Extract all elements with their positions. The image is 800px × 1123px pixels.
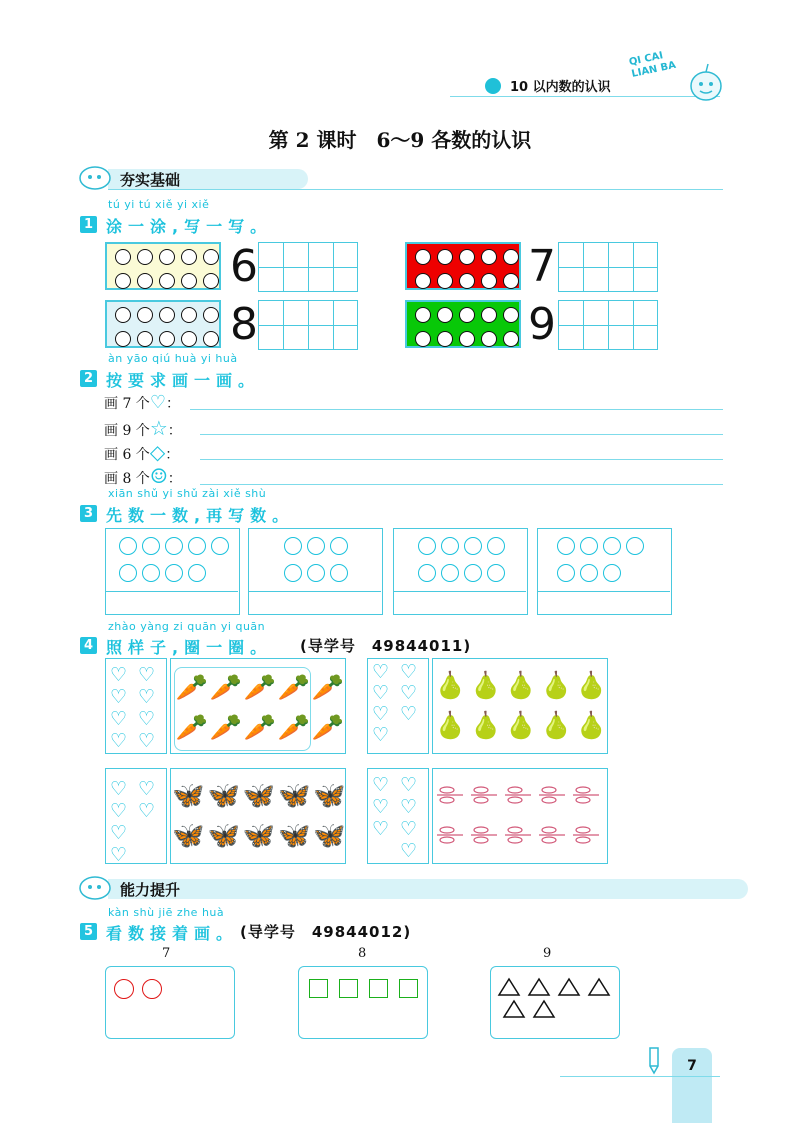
circle-row [284, 537, 348, 559]
q2-row-label: 画 6 个 [104, 447, 150, 463]
smiley-icon: ☺ [149, 464, 168, 488]
carrot-icon: 🥕 [311, 673, 345, 703]
q4-title: 照样子,圈一圈。 [106, 638, 273, 657]
pear-icon: 🍐 [504, 671, 538, 701]
butterfly-icon: 🦋 [172, 781, 205, 811]
q1-item-7 [405, 242, 521, 290]
butterfly-row [171, 821, 347, 851]
drawing-line[interactable] [200, 484, 723, 485]
star-outline-icon: ☆ [149, 416, 168, 440]
drawing-box[interactable] [490, 966, 620, 1039]
heart-grid [372, 663, 422, 745]
dragonfly-rows [433, 769, 609, 865]
pear-icon: 🍐 [504, 711, 538, 741]
square-icon [339, 979, 358, 998]
heart-icon: ♡ [400, 774, 418, 796]
q2-row-label: 画 9 个 [104, 423, 150, 439]
butterfly-icon: 🦋 [207, 821, 240, 851]
q2-row: 画 6 个◇： [104, 440, 180, 464]
q5-number: 5 [80, 923, 97, 940]
q5-pinyin: kàn shù jiē zhe huà [108, 906, 225, 919]
heart-icon: ♡ [372, 796, 390, 818]
dragonfly-icon [573, 827, 599, 843]
heart-icon: ♡ [400, 796, 418, 818]
heart-panel [105, 658, 167, 754]
drawing-box[interactable] [298, 966, 428, 1039]
pear-icon: 🍐 [575, 711, 608, 741]
section-title-advanced: 能力提升 [120, 881, 181, 899]
q1-item-9 [405, 300, 521, 348]
heart-icon: ♡ [138, 800, 156, 822]
diamond-outline-icon: ◇ [149, 440, 166, 464]
dot-board[interactable] [105, 242, 221, 290]
count-box [537, 528, 672, 615]
page-number: 7 [687, 1058, 697, 1074]
heart-icon: ♡ [110, 730, 128, 752]
carrot-icon: 🥕 [209, 713, 243, 743]
pear-icon: 🍐 [539, 711, 573, 741]
heart-icon: ♡ [110, 800, 128, 822]
circle-row [418, 564, 505, 586]
section-banner-advanced [78, 875, 723, 901]
count-box [393, 528, 528, 615]
q4-ref: (导学号 49844011) [300, 637, 472, 655]
count-box [248, 528, 383, 615]
carrot-icon: 🥕 [243, 673, 277, 703]
heart-icon: ♡ [138, 686, 156, 708]
dragonfly-icon [471, 787, 497, 803]
dragonfly-icon [437, 787, 463, 803]
heart-icon: ♡ [372, 818, 390, 840]
answer-field[interactable] [538, 591, 670, 592]
drawing-line[interactable] [190, 409, 723, 410]
carrot-icon: 🥕 [277, 713, 311, 743]
heart-icon: ♡ [110, 708, 128, 730]
picture-panel[interactable] [170, 658, 346, 754]
drawing-line[interactable] [200, 459, 723, 460]
carrot-icon: 🥕 [243, 713, 277, 743]
heart-icon: ♡ [372, 682, 390, 704]
picture-panel[interactable] [170, 768, 346, 864]
q1-title: 涂一涂,写一写。 [106, 217, 273, 236]
heart-icon: ♡ [138, 708, 156, 730]
pear-row [433, 711, 609, 741]
heart-grid [110, 665, 160, 751]
pencil-icon [644, 1046, 670, 1076]
digit-7: 7 [528, 241, 556, 292]
heart-grid [110, 779, 160, 865]
triangle-group [497, 975, 617, 1025]
dot-board[interactable] [405, 242, 521, 290]
circle-icon [142, 979, 162, 999]
pear-row [433, 671, 609, 701]
heart-icon: ♡ [372, 703, 390, 725]
heart-icon: ♡ [400, 703, 418, 725]
section-banner-bg [108, 879, 748, 899]
target-count: 7 [162, 946, 171, 961]
writing-grid[interactable] [558, 242, 658, 292]
heart-grid [372, 775, 422, 861]
heart-outline-icon: ♡ [149, 392, 166, 413]
square-icon [309, 979, 328, 998]
q2-row-label: 画 8 个 [104, 471, 150, 487]
pear-icon: 🍐 [434, 711, 467, 741]
dragonfly-icon [539, 827, 565, 843]
heart-icon: ♡ [138, 730, 156, 752]
section-title-basic: 夯实基础 [120, 171, 181, 189]
circle-row [418, 537, 505, 559]
q1-item-8 [105, 300, 221, 348]
heart-icon: ♡ [400, 661, 418, 683]
triangle-icon [499, 979, 519, 995]
digit-8: 8 [230, 299, 258, 350]
q2-row: 画 7 个♡： [104, 392, 180, 413]
q1-number: 1 [80, 216, 97, 233]
butterfly-icon: 🦋 [313, 821, 346, 851]
circle-row [119, 537, 229, 559]
logo-fruit-icon [688, 62, 724, 102]
heart-icon: ♡ [138, 664, 156, 686]
q2-pinyin: àn yāo qiú huà yi huà [108, 352, 238, 365]
writing-grid[interactable] [258, 242, 358, 292]
butterfly-icon: 🦋 [277, 821, 311, 851]
carrot-icon: 🥕 [175, 713, 209, 743]
triangle-icon [589, 979, 609, 995]
digit-9: 9 [528, 299, 556, 350]
q3-number: 3 [80, 505, 97, 522]
heart-icon: ♡ [110, 844, 128, 866]
heart-icon: ♡ [400, 818, 418, 840]
drawing-line[interactable] [200, 434, 723, 435]
heart-icon: ♡ [372, 661, 390, 683]
butterfly-row [171, 781, 347, 811]
square-icon [369, 979, 388, 998]
header-dot-icon [485, 78, 501, 94]
answer-field[interactable] [106, 591, 238, 592]
q3-pinyin: xiān shǔ yi shǔ zài xiě shù [108, 487, 267, 500]
butterfly-icon: 🦋 [172, 821, 205, 851]
picture-panel[interactable] [432, 658, 608, 754]
square-icon [399, 979, 418, 998]
picture-panel[interactable] [432, 768, 608, 864]
drawing-box[interactable] [105, 966, 235, 1039]
pear-icon: 🍐 [469, 671, 502, 701]
answer-field[interactable] [394, 591, 526, 592]
writing-grid[interactable] [258, 300, 358, 350]
butterfly-icon: 🦋 [277, 781, 311, 811]
heart-icon: ♡ [110, 822, 128, 844]
dragonfly-icon [505, 787, 531, 803]
digit-6: 6 [230, 241, 258, 292]
dragonfly-icon [573, 787, 599, 803]
butterfly-icon: 🦋 [242, 821, 276, 851]
butterfly-icon: 🦋 [313, 781, 346, 811]
pear-icon: 🍐 [575, 671, 608, 701]
dragonfly-icon [539, 787, 565, 803]
carrot-icon: 🥕 [277, 673, 311, 703]
q1-item-6 [105, 242, 221, 290]
heart-icon: ♡ [110, 664, 128, 686]
q2-number: 2 [80, 370, 97, 387]
logo [630, 52, 730, 114]
q4-number: 4 [80, 637, 97, 654]
q2-row: 画 9 个☆： [104, 416, 182, 440]
footer-line [560, 1076, 720, 1077]
q4-pinyin: zhào yàng zi quān yi quān [108, 620, 266, 633]
chapter-title: 10 以内数的认识 [510, 80, 611, 95]
heart-panel [105, 768, 167, 864]
heart-icon: ♡ [138, 778, 156, 800]
dragonfly-icon [437, 827, 463, 843]
circle-row [557, 537, 644, 559]
section-underline [108, 189, 723, 190]
carrot-icon: 🥕 [311, 713, 345, 743]
dragonfly-icon [505, 827, 531, 843]
heart-icon: ♡ [372, 724, 390, 746]
heart-icon: ♡ [110, 778, 128, 800]
carrot-icon: 🥕 [209, 673, 243, 703]
triangle-icon [534, 1001, 554, 1017]
q2-title: 按要求画一画。 [106, 371, 261, 390]
q2-row: 画 8 个☺： [104, 464, 182, 488]
pear-icon: 🍐 [539, 671, 573, 701]
target-count: 8 [358, 946, 367, 961]
circle-row [557, 564, 621, 586]
q5-title: 看数接着画。 [106, 924, 239, 943]
carrot-row [175, 673, 345, 703]
triangle-icon [559, 979, 579, 995]
circle-row [284, 564, 348, 586]
mascot-icon [78, 165, 112, 191]
butterfly-icon: 🦋 [207, 781, 240, 811]
dot-board[interactable] [405, 300, 521, 348]
section-banner-basic [78, 165, 723, 191]
writing-grid[interactable] [558, 300, 658, 350]
pear-icon: 🍐 [469, 711, 502, 741]
carrot-row [175, 713, 345, 743]
logo-text: QI CAI LIAN BA [628, 50, 677, 80]
carrot-icon: 🥕 [175, 673, 209, 703]
triangle-icon [529, 979, 549, 995]
q3-title: 先数一数,再写数。 [106, 506, 295, 525]
lesson-title: 第 2 课时 6～9 各数的认识 [268, 128, 532, 152]
answer-field[interactable] [249, 591, 381, 592]
heart-icon: ♡ [110, 686, 128, 708]
target-count: 9 [543, 946, 552, 961]
triangle-icon [504, 1001, 524, 1017]
heart-panel [367, 768, 429, 864]
q5-ref: (导学号 49844012) [240, 923, 412, 941]
circle-icon [114, 979, 134, 999]
count-box [105, 528, 240, 615]
butterfly-icon: 🦋 [242, 781, 276, 811]
mascot-icon [78, 875, 112, 901]
q1-pinyin: tú yi tú xiě yi xiě [108, 198, 210, 211]
heart-icon: ♡ [400, 682, 418, 704]
heart-panel [367, 658, 429, 754]
dot-board[interactable] [105, 300, 221, 348]
heart-icon: ♡ [400, 840, 418, 862]
q2-row-label: 画 7 个 [104, 396, 150, 412]
dragonfly-icon [471, 827, 497, 843]
heart-icon: ♡ [372, 774, 390, 796]
pear-icon: 🍐 [434, 671, 467, 701]
circle-row [119, 564, 206, 586]
